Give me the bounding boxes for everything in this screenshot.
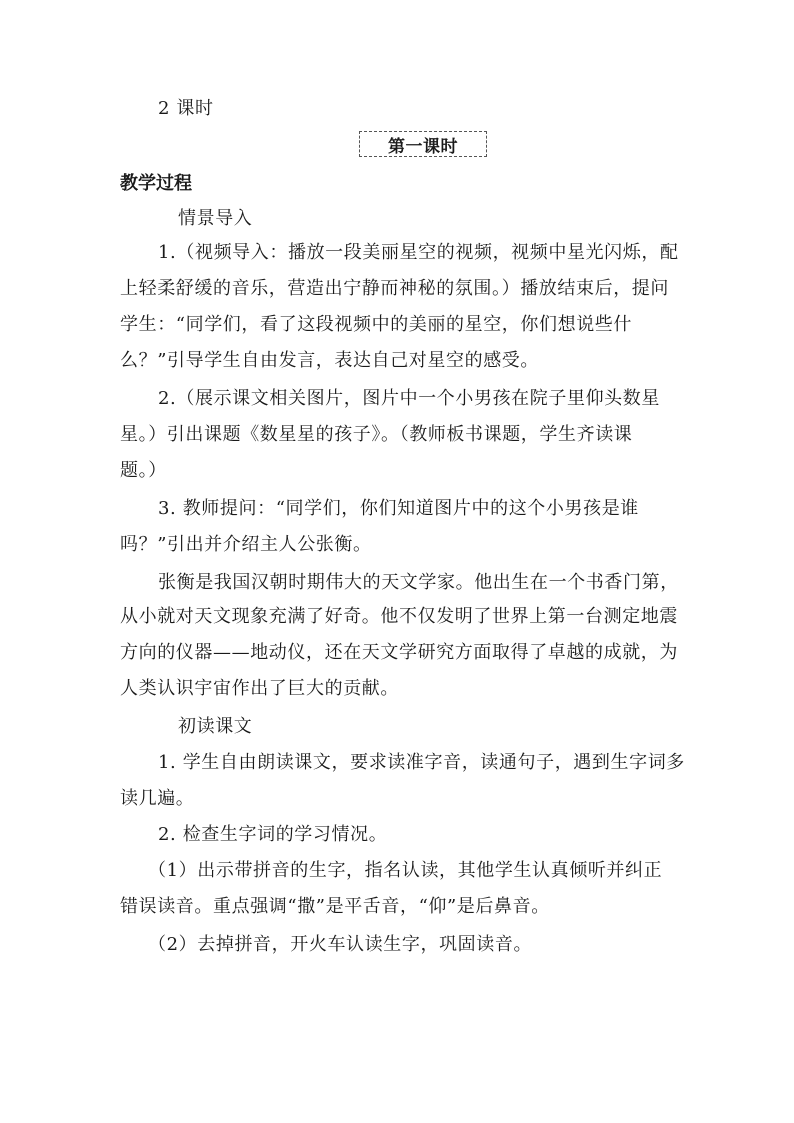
paragraph-line: 上轻柔舒缓的音乐，营造出宁静而神秘的氛围。）播放结束后，提问 bbox=[120, 278, 669, 299]
paragraph-line: 张衡是我国汉朝时期伟大的天文学家。他出生在一个书香门第， bbox=[158, 572, 679, 593]
part1-title: 情景导入 bbox=[178, 208, 253, 229]
section-title-box: 第一课时 bbox=[359, 131, 487, 157]
paragraph-line: （2）去掉拼音，开火车认读生字，巩固读音。 bbox=[148, 934, 533, 955]
class-hours-text: 2 课时 bbox=[158, 98, 214, 119]
paragraph-line: 方向的仪器——地动仪，还在天文学研究方面取得了卓越的成就，为 bbox=[120, 642, 678, 663]
paragraph-line: 2.（展示课文相关图片，图片中一个小男孩在院子里仰头数星 bbox=[158, 388, 660, 409]
paragraph-line: 错误读音。重点强调“撒”是平舌音，“仰”是后鼻音。 bbox=[120, 896, 550, 917]
paragraph-line: 吗？”引出并介绍主人公张衡。 bbox=[120, 534, 372, 555]
paragraph-line: 1. 学生自由朗读课文，要求读准字音，读通句子，遇到生字词多 bbox=[158, 752, 685, 773]
paragraph-line: 星。）引出课题《数星星的孩子》。（教师板书课题，学生齐读课 bbox=[120, 424, 633, 445]
paragraph-line: 人类认识宇宙作出了巨大的贡献。 bbox=[120, 678, 399, 699]
paragraph-line: （1）出示带拼音的生字，指名认读，其他学生认真倾听并纠正 bbox=[148, 860, 663, 881]
teaching-process-heading: 教学过程 bbox=[120, 173, 192, 194]
paragraph-line: 从小就对天文现象充满了好奇。他不仅发明了世界上第一台测定地震 bbox=[120, 606, 678, 627]
part2-title: 初读课文 bbox=[178, 716, 253, 737]
paragraph-line: 么？”引导学生自由发言，表达自己对星空的感受。 bbox=[120, 350, 539, 371]
paragraph-line: 读几遍。 bbox=[120, 788, 195, 809]
paragraph-line: 学生：“同学们，看了这段视频中的美丽的星空，你们想说些什 bbox=[120, 314, 632, 335]
paragraph-line: 3. 教师提问：“同学们，你们知道图片中的这个小男孩是谁 bbox=[158, 498, 639, 519]
paragraph-line: 2. 检查生字词的学习情况。 bbox=[158, 824, 388, 845]
paragraph-line: 1.（视频导入：播放一段美丽星空的视频，视频中星光闪烁，配 bbox=[158, 242, 679, 263]
paragraph-line: 题。） bbox=[120, 460, 167, 481]
